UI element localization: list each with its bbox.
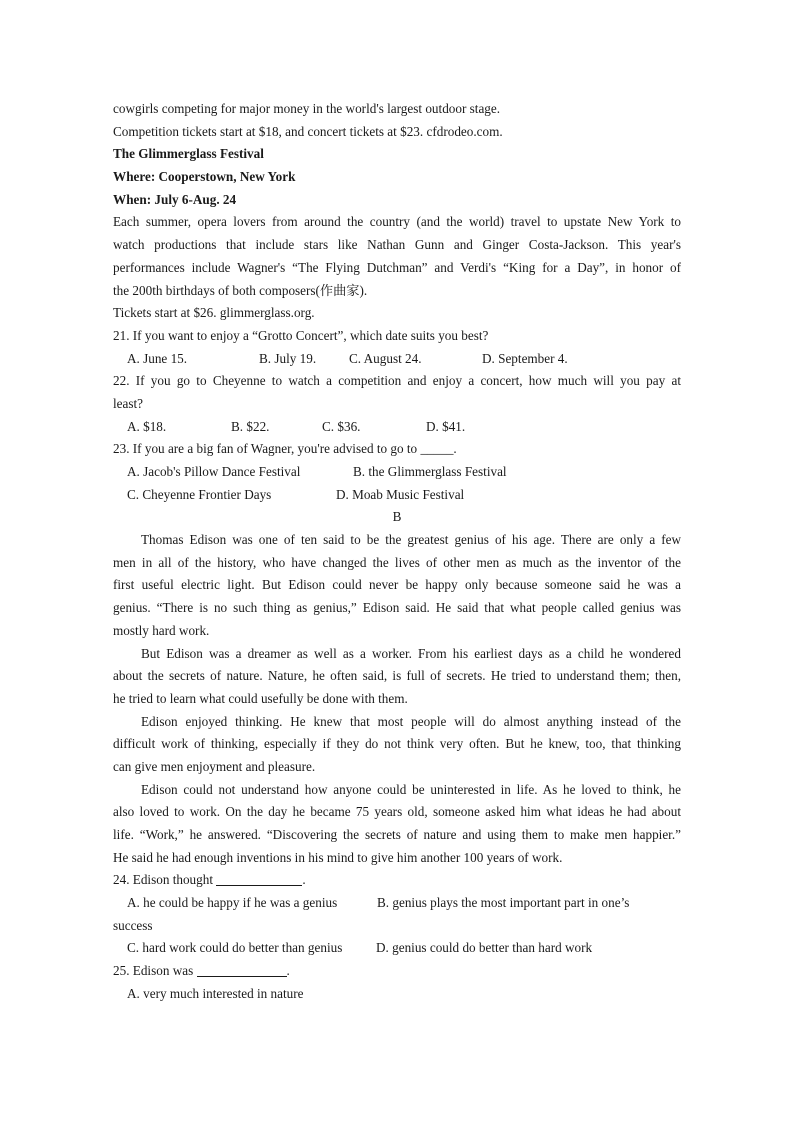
question-22-stem-line-2: least? [113, 395, 144, 411]
question-23-options-row-2 [113, 484, 681, 507]
question-22-option-b: B. $22. [231, 418, 270, 434]
question-22-option-a: A. $18. [127, 418, 167, 434]
question-22-option-c: C. $36. [322, 418, 361, 434]
passage-p4-line-3: life. “Work,” he answered. “Discovering the secrets of nature and using them to make men happier.” [113, 827, 681, 842]
question-21-stem: 21. If you want to enjoy a “Grotto Concert”, which date suits you best? [113, 327, 489, 343]
question-21-option-c: C. August 24. [349, 350, 422, 366]
festival-where: Where: Cooperstown, New York [113, 169, 296, 185]
festival-desc-line-4: the 200th birthdays of both composers(作曲家). [113, 282, 368, 298]
question-23-end: . [453, 441, 457, 457]
question-24-options-row-1 [113, 892, 681, 915]
question-23-stem-line [113, 438, 681, 461]
festival-when: When: July 6-Aug. 24 [113, 191, 237, 207]
passage-p3-line-2: difficult work of thinking, especially if they do not think very often. But he knew, too, that thinking [113, 736, 681, 752]
question-24-stem: 24. Edison thought [113, 872, 214, 888]
question-23-option-b: B. the Glimmerglass Festival [353, 464, 507, 479]
document-page [113, 98, 681, 1006]
question-24-option-a: A. he could be happy if he was a genius [127, 895, 338, 911]
question-23-option-a: A. Jacob's Pillow Dance Festival [127, 464, 301, 479]
question-23-stem: 23. If you are a big fan of Wagner, you're advised to go to [113, 441, 418, 457]
question-24-blank [216, 871, 302, 886]
question-21-option-b: B. July 19. [259, 350, 317, 366]
passage-p2-line-3: he tried to learn what could usefully be done with them. [113, 690, 408, 706]
intro-line-2: Competition tickets start at $18, and concert tickets at $23. cfdrodeo.com. [113, 123, 503, 139]
passage-p1-line-4: genius. “There is no such thing as genius,” Edison said. He said that what people called genius was [113, 600, 681, 616]
question-24-stem-line [113, 869, 681, 892]
passage-p2-line-1: But Edison was a dreamer as well as a worker. From his earliest days as a child he wondered [141, 645, 681, 661]
question-21-option-a: A. June 15. [127, 350, 188, 366]
intro-line-1: cowgirls competing for major money in the world's largest outdoor stage. [113, 101, 501, 116]
passage-p3-line-1: Edison enjoyed thinking. He knew that most people will do almost anything instead of the [141, 713, 681, 729]
passage-p3-line-3: can give men enjoyment and pleasure. [113, 758, 316, 774]
festival-title: The Glimmerglass Festival [113, 146, 264, 162]
passage-p1-line-1: Thomas Edison was one of ten said to be the greatest genius of his age. There are only a few [141, 532, 681, 548]
question-25-blank [197, 962, 287, 977]
passage-p1-line-2: men in all of the history, who have changed the lives of other men as much as the inventor of the [113, 554, 681, 570]
question-23-options-row-1 [113, 461, 681, 484]
passage-p1-line-3: first useful electric light. But Edison could never be happy only because someone said he was a [113, 577, 681, 593]
question-24-option-c: C. hard work could do better than genius [127, 940, 343, 956]
festival-tickets: Tickets start at $26. glimmerglass.org. [113, 305, 315, 321]
passage-p2-line-2: about the secrets of nature. Nature, he often said, is full of secrets. He tried to understand them; then, [113, 668, 681, 684]
question-21-option-d: D. September 4. [482, 350, 568, 366]
question-22-options [113, 416, 681, 439]
question-25-end: . [286, 963, 290, 979]
question-24-option-b: B. genius plays the most important part in one’s [377, 895, 630, 911]
question-25-option-a: A. very much interested in nature [127, 985, 304, 1001]
question-23-blank: _____ [420, 441, 454, 457]
question-23-option-c: C. Cheyenne Frontier Days [127, 486, 272, 502]
passage-p4-line-4: He said he had enough inventions in his mind to give him another 100 years of work. [113, 849, 563, 865]
question-22-stem-line-1: 22. If you go to Cheyenne to watch a competition and enjoy a concert, how much will you pay at [113, 373, 681, 389]
question-23-option-d: D. Moab Music Festival [336, 486, 465, 502]
festival-desc-line-3: performances include Wagner's “The Flying Dutchman” and Verdi's “King for a Day”, in honor of [113, 259, 681, 275]
question-25-stem-line [113, 960, 681, 983]
question-24-end: . [302, 872, 306, 888]
question-21-options [113, 348, 681, 371]
question-25-stem: 25. Edison was [113, 963, 194, 979]
festival-desc-line-1: Each summer, opera lovers from around the country (and the world) travel to upstate New York to [113, 214, 681, 230]
question-24-options-row-2 [113, 937, 681, 960]
passage-p1-line-5: mostly hard work. [113, 622, 210, 638]
festival-desc-line-2: watch productions that include stars like Nathan Gunn and Ginger Costa-Jackson. This year's [113, 237, 681, 253]
passage-p4-line-1: Edison could not understand how anyone could be uninterested in life. As he loved to think, he [141, 781, 681, 797]
question-24-option-b-continued: success [113, 917, 153, 933]
passage-p4-line-2: also loved to work. On the day he became 75 years old, someone asked him what ideas he had about [113, 804, 681, 820]
question-22-option-d: D. $41. [426, 418, 466, 434]
section-b-heading: B [392, 509, 402, 525]
question-24-option-d: D. genius could do better than hard work [376, 940, 593, 956]
